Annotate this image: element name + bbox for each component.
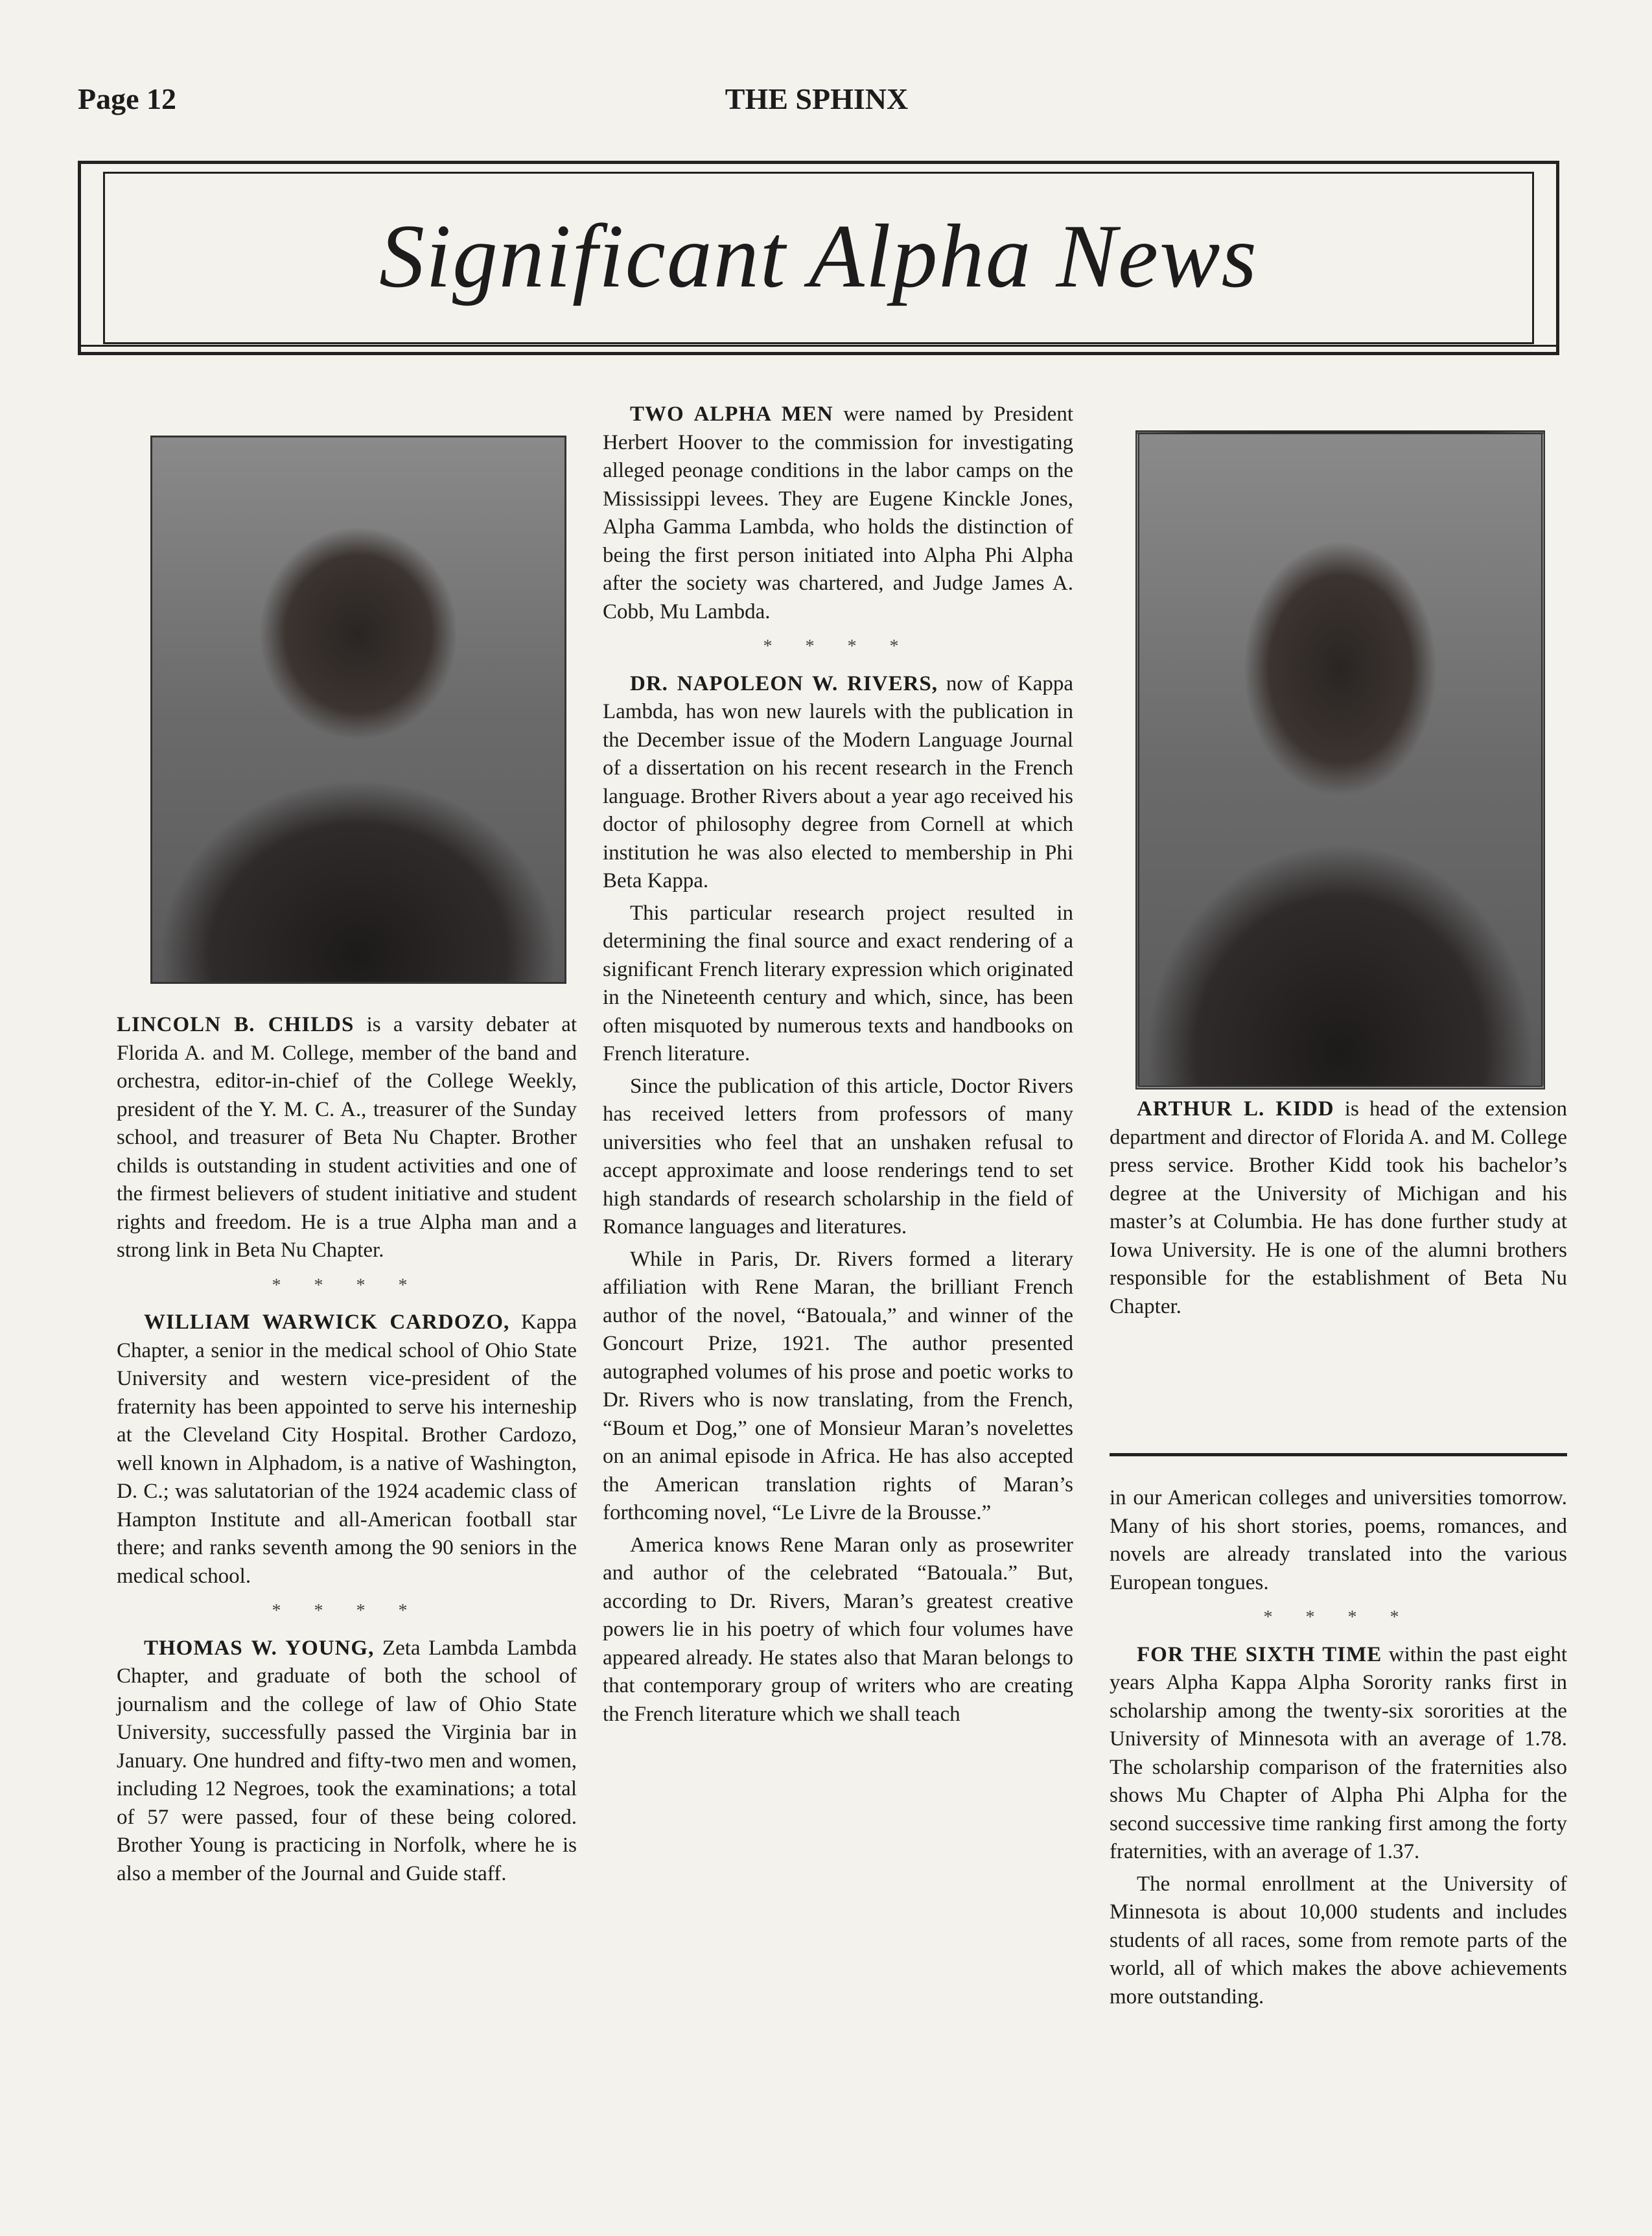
lead-cardozo: WILLIAM WARWICK CARDOZO, (144, 1310, 510, 1334)
column-right-top (1110, 1095, 1567, 1325)
article-rivers (603, 670, 1073, 896)
text-sixth-time: within the past eight years Alpha Kappa Alpha Sorority ranks first in scholarship among the twenty-six sororities at the University of Minnesota with an average of 1.78. The scholarship comparison of the fraternities also shows Mu Chapter of Alpha Phi Alpha for the second successive time ranking first among the forty fraternities, with an average of 1.37. (1110, 1642, 1568, 1863)
paragraph: The normal enrollment at the University of Minnesota is about 10,000 students and includes students of all races, some from remote parts of the world, all of which makes the above achievements more outstanding. (1110, 1872, 1567, 2009)
article-kidd (1110, 1095, 1567, 1321)
column-right-bottom (1110, 1484, 1567, 2015)
text-kidd: is head of the extension department and director of Florida A. and M. College press service. Brother Kidd took his bachelor’s degree at the University of Michigan and his master’s at Columbia. He has done further study at Iowa University. He is one of the alumni brothers responsible for the establishment of Beta Nu Chapter. (1110, 1097, 1567, 1318)
paragraph-continued: in our American colleges and universities tomorrow. Many of his short stories, poems, romances, and novels are already translated into the various European tongues. (1110, 1486, 1567, 1594)
portrait-photo-kidd (1135, 430, 1545, 1089)
column-middle (603, 401, 1073, 1732)
separator-stars: * * * * (1263, 1607, 1414, 1627)
article-childs (117, 1011, 577, 1265)
separator-stars: * * * * (272, 1275, 422, 1296)
article-young (117, 1635, 577, 1889)
paragraph: This particular research project resulted in determining the final source and exact rendering of a significant French literary expression which originated in the Nineteenth century and which, since, has been often misquoted by numerous texts and handbooks on French literature. (603, 901, 1073, 1066)
lead-young: THOMAS W. YOUNG, (144, 1636, 375, 1660)
article-cardozo (117, 1309, 577, 1590)
text-young: Zeta Lambda Lambda Chapter, and graduate of both the school of journalism and the college of law of Ohio State University, successfully passed the Virginia bar in January. One hundred and fifty-two men and women, including 12 Negroes, took the examinations; a total of 57 were passed, four of these being colored. Brother Young is practicing in Norfolk, where he is also a member of the Journal and Guide staff. (117, 1636, 577, 1885)
title-rule (78, 345, 1559, 347)
text-rivers: now of Kappa Lambda, has won new laurels with the publication in the December issue of the Modern Language Journal of a dissertation on his recent research in the French language. Brother Rivers about a year ago received his doctor of philosophy degree from Cornell at which institution he was also elected to membership in Phi Beta Kappa. (603, 671, 1074, 892)
paragraph: Since the publication of this article, Doctor Rivers has received letters from professors of many universities who feel that an unshaken refusal to accept approximate and loose renderings tend to set high standards of research scholarship in the field of Romance languages and literatures. (603, 1074, 1073, 1239)
title-banner (78, 161, 1559, 355)
text-two-men: were named by President Herbert Hoover to the commission for investigating alleged peonage conditions in the labor camps on the Mississippi levees. They are Eugene Kinckle Jones, Alpha Gamma Lambda, who holds the distinction of being the first person initiated into Alpha Phi Alpha after the society was chartered, and Judge James A. Cobb, Mu Lambda. (603, 402, 1073, 623)
paragraph: America knows Rene Maran only as prosewriter and author of the celebrated “Batouala.” But, according to Dr. Rivers, Maran’s greatest creative powers lie in his poetry of which four volumes have appeared already. He states also that Maran belongs to that contemporary group of writers who are creating the French literature which we shall teach (603, 1533, 1073, 1726)
lead-sixth-time: FOR THE SIXTH TIME (1137, 1642, 1382, 1666)
separator-stars: * * * * (272, 1601, 422, 1621)
lead-childs: LINCOLN B. CHILDS (117, 1013, 355, 1036)
page-number: Page 12 (78, 82, 177, 115)
lead-two-men: TWO ALPHA MEN (630, 402, 833, 426)
lead-rivers: DR. NAPOLEON W. RIVERS, (630, 671, 938, 695)
text-childs: is a varsity debater at Florida A. and M. College, member of the band and orchestra, editor-in-chief of the College Weekly, president of the Y. M. C. A., treasurer of the Sunday school, and treasurer of Beta Nu Chapter. Brother childs is outstanding in student activities and one of the firmest believers of student initiative and student rights and freedom. He is a true Alpha man and a strong link in Beta Nu Chapter. (117, 1013, 577, 1262)
lead-kidd: ARTHUR L. KIDD (1137, 1097, 1334, 1121)
portrait-photo-childs (150, 436, 566, 984)
text-cardozo: Kappa Chapter, a senior in the medical school of Ohio State University and western vice-president of the fraternity has been appointed to serve his interneship at the Cleveland City Hospital. Brother Cardozo, well known in Alphadom, is a native of Washington, D. C.; was salutatorian of the 1924 academic class of Hampton Institute and all-American football star there; and ranks seventh among the 90 seniors in the medical school. (117, 1310, 577, 1588)
separator-stars: * * * * (763, 636, 913, 657)
paragraph: While in Paris, Dr. Rivers formed a literary affiliation with Rene Maran, the brilliant French author of the novel, “Batouala,” and winner of the Goncourt Prize, 1921. The author presented autographed volumes of his prose and poetic works to Dr. Rivers who is now translating, from the French, “Boum et Dog,” one of Monsieur Maran’s novelettes on an animal episode in Africa. He has also accepted the American translation rights of Maran’s forthcoming novel, “Le Livre de la Brousse.” (603, 1247, 1073, 1524)
section-rule (1110, 1453, 1567, 1456)
page-title: Significant Alpha News (379, 206, 1258, 307)
article-sixth-time (1110, 1641, 1567, 1867)
article-two-men (603, 401, 1073, 626)
magazine-name: THE SPHINX (725, 82, 909, 115)
column-left (117, 1011, 577, 1892)
page-header (78, 82, 1555, 121)
